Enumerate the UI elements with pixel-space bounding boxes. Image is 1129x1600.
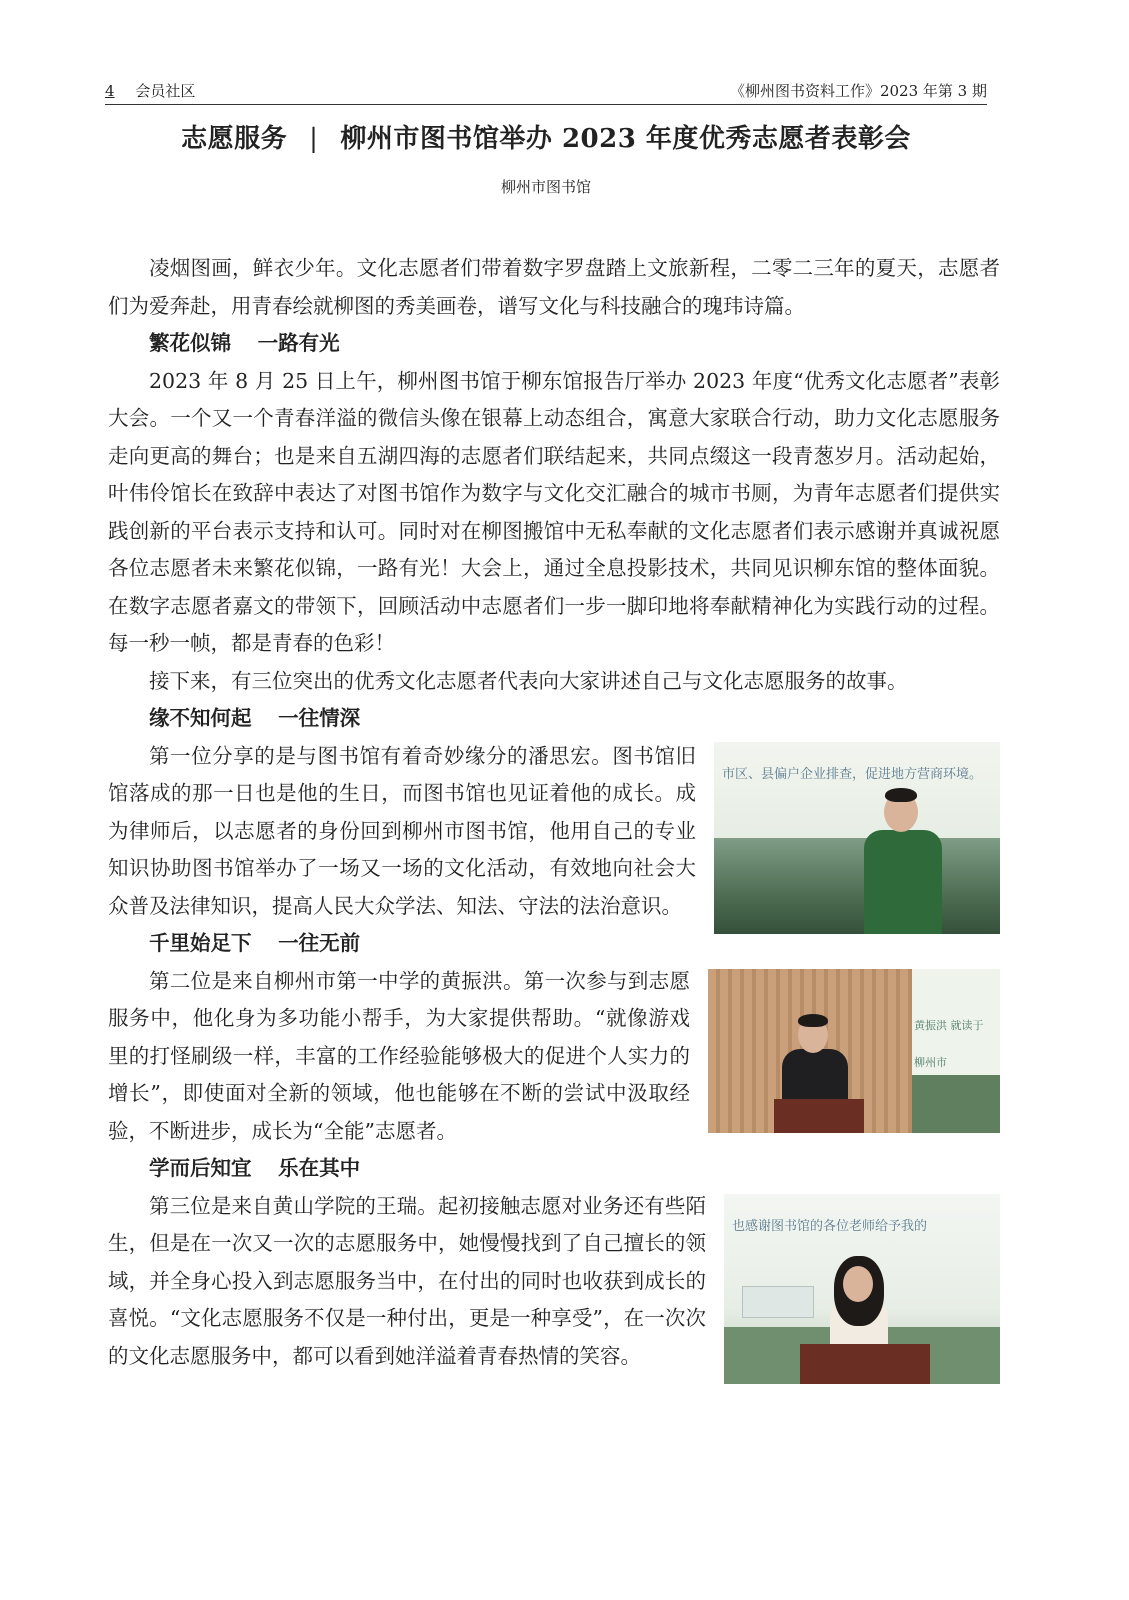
title-text: 柳州市图书馆举办 2023 年度优秀志愿者表彰会	[340, 124, 911, 154]
body-paragraph: 2023 年 8 月 25 日上午，柳州图书馆于柳东馆报告厅举办 2023 年度“优秀文化志愿者”表彰大会。一个又一个青春洋溢的微信头像在银幕上动态组合，寓意大家联合行动，助力文化志愿服务走向更高的舞台；也是来自五湖四海的志愿者们联结起来，共同点缀这一段青葱岁月。活动起始，叶伟伶馆长在致辞中表达了对图书馆作为数字与文化交汇融合的城市书厕，为青年志愿者们提供实践创新的平台表示支持和认可。同时对在柳图搬馆中无私奉献的文化志愿者们表示感谢并真诚祝愿各位志愿者未来繁花似锦，一路有光！大会上，通过全息投影技术，共同见识柳东馆的整体面貌。在数字志愿者嘉文的带领下，回顾活动中志愿者们一步一脚印地将奉献精神化为实践行动的过程。每一秒一帧，都是青春的色彩！	[108, 368, 1000, 655]
page-header	[105, 78, 987, 105]
column-name: 志愿服务	[181, 124, 288, 154]
section-name: 会员社区	[135, 82, 196, 100]
article-title	[105, 118, 987, 155]
photo-screen-text: 市区、县偏户企业排查，促进地方营商环境。	[722, 766, 983, 782]
title-separator: |	[309, 124, 319, 154]
body-paragraph: 第二位是来自柳州市第一中学的黄振洪。第一次参与到志愿服务中，他化身为多功能小帮手，为大家提供帮助。“就像游戏里的打怪刷级一样，丰富的工作经验能够极大的促进个人实力的增长”，即使面对全新的领域，他也能够在不断的尝试中汲取经验，不断进步，成长为“全能”志愿者。	[108, 968, 690, 1143]
section-heading: 繁花似锦 一路有光	[149, 331, 340, 355]
article-author: 柳州市图书馆	[500, 178, 591, 196]
photo-screen-text: 黄振洪 就读于柳州市	[914, 1018, 984, 1069]
photo-volunteer-2	[708, 969, 1000, 1133]
photo-volunteer-1	[714, 742, 1000, 934]
journal-name: 《柳州图书资料工作》2023 年第 3 期	[729, 82, 987, 100]
photo-volunteer-3	[724, 1194, 1000, 1384]
body-paragraph: 接下来，有三位突出的优秀文化志愿者代表向大家讲述自己与文化志愿服务的故事。	[149, 668, 908, 693]
section-heading: 学而后知宜 乐在其中	[149, 1156, 361, 1180]
article-body	[108, 250, 1000, 1384]
section-heading: 缘不知何起 一往情深	[149, 706, 361, 730]
body-paragraph: 第一位分享的是与图书馆有着奇妙缘分的潘思宏。图书馆旧馆落成的那一日也是他的生日，而图书馆也见证着他的成长。成为律师后，以志愿者的身份回到柳州市图书馆，他用自己的专业知识协助图书馆举办了一场又一场的文化活动，有效地向社会大众普及法律知识，提高人民大众学法、知法、守法的法治意识。	[108, 743, 696, 918]
photo-screen-text: 也感谢图书馆的各位老师给予我的	[732, 1218, 928, 1234]
section-heading: 千里始足下 一往无前	[149, 931, 361, 955]
intro-paragraph: 凌烟图画，鲜衣少年。文化志愿者们带着数字罗盘踏上文旅新程，二零二三年的夏天，志愿者们为爱奔赴，用青春绘就柳图的秀美画卷，谱写文化与科技融合的瑰玮诗篇。	[108, 256, 1000, 318]
page-number: 4	[105, 82, 115, 100]
header-left	[105, 80, 195, 101]
body-paragraph: 第三位是来自黄山学院的王瑞。起初接触志愿对业务还有些陌生，但是在一次又一次的志愿服务中，她慢慢找到了自己擅长的领域，并全身心投入到志愿服务当中，在付出的同时也收获到成长的喜悦。“文化志愿服务不仅是一种付出，更是一种享受”，在一次次的文化志愿服务中，都可以看到她洋溢着青春热情的笑容。	[108, 1193, 706, 1368]
